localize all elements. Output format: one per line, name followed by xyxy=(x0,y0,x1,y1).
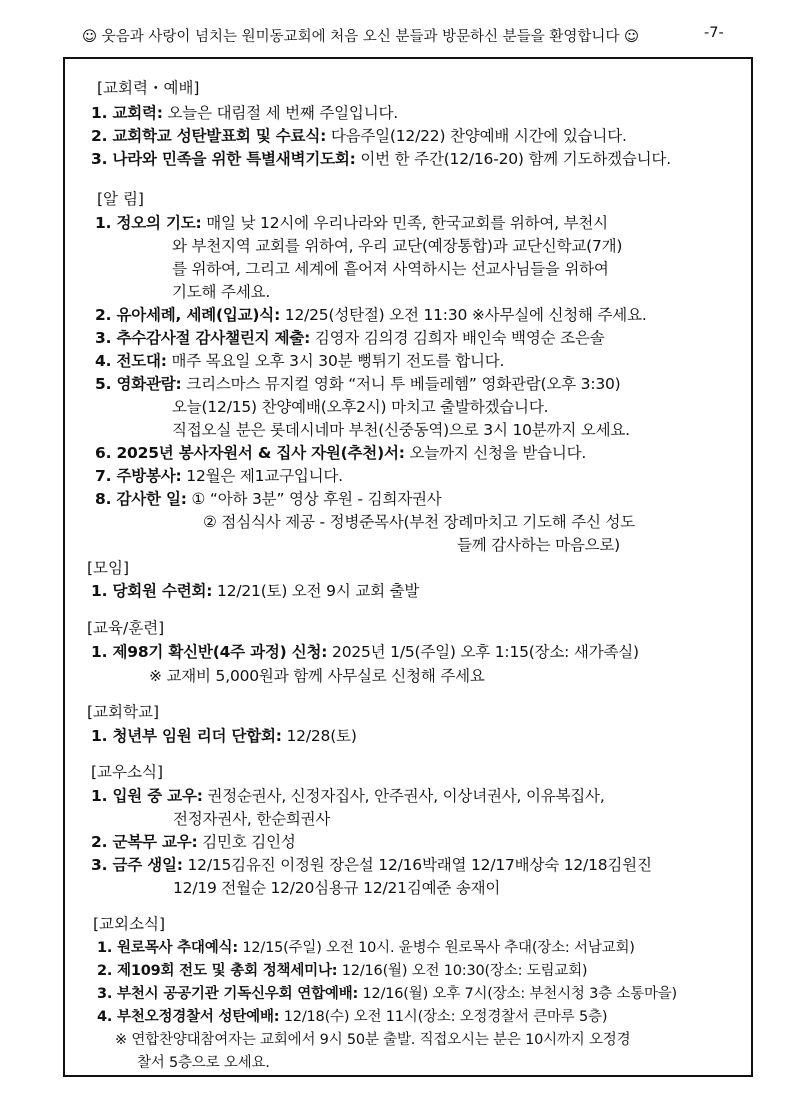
church-school-item-1 xyxy=(91,724,357,746)
notice-item-8-line2: ② 점심식사 제공 - 정병준목사(부천 장례마치고 기도해 주신 성도 xyxy=(203,513,636,531)
external-news-item-1 xyxy=(97,936,635,957)
section-title-notices: [알 림] xyxy=(97,190,144,208)
external-news-note-line2: 찰서 5층으로 오세요. xyxy=(137,1055,270,1071)
section-title-education: [교육/훈련] xyxy=(87,619,165,637)
item-text: 다음주일(12/22) 찬양예배 시간에 있습니다. xyxy=(326,127,627,145)
item-text: 12/28(토) xyxy=(281,727,357,745)
item-text: 12/16(월) 오후 7시(장소: 부천시청 3층 소통마을) xyxy=(358,986,678,1002)
notice-item-5-line2: 오늘(12/15) 찬양예배(오후2시) 마치고 출발하겠습니다. xyxy=(172,398,549,416)
item-label: 4. 전도대: xyxy=(95,352,167,370)
item-label: 3. 부천시 공공기관 기독신우회 연합예배: xyxy=(97,986,359,1002)
item-label: 7. 주방봉사: xyxy=(95,467,182,485)
worship-item-3 xyxy=(91,147,671,169)
header-title: ☺ 웃음과 사랑이 넘치는 원미동교회에 처음 오신 분들과 방문하신 분들을 환영합니다 ☺ xyxy=(82,29,640,45)
worship-item-2 xyxy=(91,124,627,146)
meeting-item-1 xyxy=(91,579,419,601)
item-label: 2. 교회학교 성탄발표회 및 수료식: xyxy=(91,127,327,145)
item-label: 1. 정오의 기도: xyxy=(95,214,202,232)
notice-item-4 xyxy=(95,349,504,371)
item-text: 12/18(수) 오전 11시(장소: 오정경찰서 큰마루 5층) xyxy=(279,1009,608,1025)
member-news-item-1 xyxy=(91,784,605,806)
item-text: 12/15김유진 이정원 장은설 12/16박래열 12/17배상숙 12/18김원진 xyxy=(182,856,652,874)
page-header xyxy=(0,25,800,47)
item-label: 2. 군복무 교우: xyxy=(91,833,198,851)
notice-item-3 xyxy=(95,326,604,348)
section-title-external-news: [교외소식] xyxy=(93,915,165,933)
item-text: 12/16(월) 오전 10:30(장소: 도림교회) xyxy=(337,963,588,979)
item-text: 2025년 1/5(주일) 오후 1:15(장소: 새가족실) xyxy=(327,643,639,661)
external-news-item-2 xyxy=(97,959,587,980)
notice-item-1-line4: 기도해 주세요. xyxy=(172,283,271,301)
item-label: 1. 원로목사 추대예식: xyxy=(97,940,238,956)
worship-item-1 xyxy=(91,101,398,123)
item-text: 오늘까지 신청을 받습니다. xyxy=(404,444,587,462)
item-text: 매주 목요일 오후 3시 30분 뻥튀기 전도를 합니다. xyxy=(166,352,505,370)
page-number: -7- xyxy=(704,25,724,41)
section-title-meetings: [모임] xyxy=(87,559,130,577)
item-label: 2. 유아세례, 세례(입교)식: xyxy=(95,306,281,324)
item-text: 김영자 김의경 김희자 배인숙 백영순 조은솔 xyxy=(310,329,605,347)
education-item-1-note: ※ 교재비 5,000원과 함께 사무실로 신청해 주세요 xyxy=(149,667,485,685)
item-label: 1. 입원 중 교우: xyxy=(91,787,203,805)
external-news-item-4 xyxy=(97,1005,607,1026)
item-text: 김민호 김인성 xyxy=(197,833,296,851)
external-news-note-line1: ※ 연합찬양대참여자는 교회에서 9시 50분 출발. 직접오시는 분은 10시까지 오정경 xyxy=(115,1032,631,1048)
section-title-worship: [교회력・예배] xyxy=(97,79,200,97)
item-label: 1. 청년부 임원 리더 단합회: xyxy=(91,727,282,745)
member-news-item-1-line2: 전정자권사, 한순희권사 xyxy=(173,810,331,828)
notice-item-8-line3: 들께 감사하는 마음으로) xyxy=(457,536,621,554)
member-news-item-2 xyxy=(91,830,296,852)
item-label: 1. 교회력: xyxy=(91,104,163,122)
item-label: 6. 2025년 봉사자원서 & 집사 자원(추천)서: xyxy=(95,444,405,462)
item-label: 8. 감사한 일: xyxy=(95,490,187,508)
notice-item-1-line2: 와 부천지역 교회를 위하여, 우리 교단(예장통합)과 교단신학교(7개) xyxy=(172,237,623,255)
member-news-item-3-line2: 12/19 전월순 12/20심용규 12/21김예준 송재이 xyxy=(173,879,501,897)
item-label: 2. 제109회 전도 및 총회 정책세미나: xyxy=(97,963,338,979)
item-text: ① “아하 3분” 영상 후원 - 김희자권사 xyxy=(186,490,442,508)
item-text: 12/25(성탄절) 오전 11:30 ※사무실에 신청해 주세요. xyxy=(280,306,647,324)
item-text: 크리스마스 뮤지컬 영화 “저니 투 베들레헴” 영화관람(오후 3:30) xyxy=(181,375,621,393)
external-news-item-3 xyxy=(97,982,677,1003)
item-text: 이번 한 주간(12/16-20) 함께 기도하겠습니다. xyxy=(355,150,671,168)
education-item-1 xyxy=(91,640,639,662)
section-title-church-school: [교회학교] xyxy=(87,703,159,721)
item-label: 4. 부천오정경찰서 성탄예배: xyxy=(97,1009,280,1025)
notice-item-6 xyxy=(95,441,586,463)
notice-item-5 xyxy=(95,372,621,394)
item-label: 1. 제98기 확신반(4주 과정) 신청: xyxy=(91,643,328,661)
item-text: 권정순권사, 신정자집사, 안주권사, 이상녀권사, 이유복집사, xyxy=(202,787,605,805)
notice-item-7 xyxy=(95,464,343,486)
item-label: 3. 추수감사절 감사챌린지 제출: xyxy=(95,329,311,347)
item-label: 5. 영화관람: xyxy=(95,375,182,393)
item-text: 12/21(토) 오전 9시 교회 출발 xyxy=(212,582,420,600)
notice-item-8 xyxy=(95,487,442,509)
section-title-member-news: [교우소식] xyxy=(91,763,163,781)
item-text: 12/15(주일) 오전 10시. 윤병수 원로목사 추대(장소: 서남교회) xyxy=(237,940,635,956)
item-text: 오늘은 대림절 세 번째 주일입니다. xyxy=(162,104,398,122)
item-text: 매일 낮 12시에 우리나라와 민족, 한국교회를 위하여, 부천시 xyxy=(201,214,608,232)
notice-item-2 xyxy=(95,303,647,325)
item-text: 12월은 제1교구입니다. xyxy=(181,467,343,485)
notice-item-1 xyxy=(95,211,608,233)
item-label: 3. 나라와 민족을 위한 특별새벽기도회: xyxy=(91,150,356,168)
item-label: 3. 금주 생일: xyxy=(91,856,183,874)
member-news-item-3 xyxy=(91,853,652,875)
notice-item-5-line3: 직접오실 분은 롯데시네마 부천(신중동역)으로 3시 10분까지 오세요. xyxy=(172,421,630,439)
bulletin-box xyxy=(63,57,753,1077)
item-label: 1. 당회원 수련회: xyxy=(91,582,213,600)
notice-item-1-line3: 를 위하여, 그리고 세계에 흩어져 사역하시는 선교사님들을 위하여 xyxy=(172,260,609,278)
